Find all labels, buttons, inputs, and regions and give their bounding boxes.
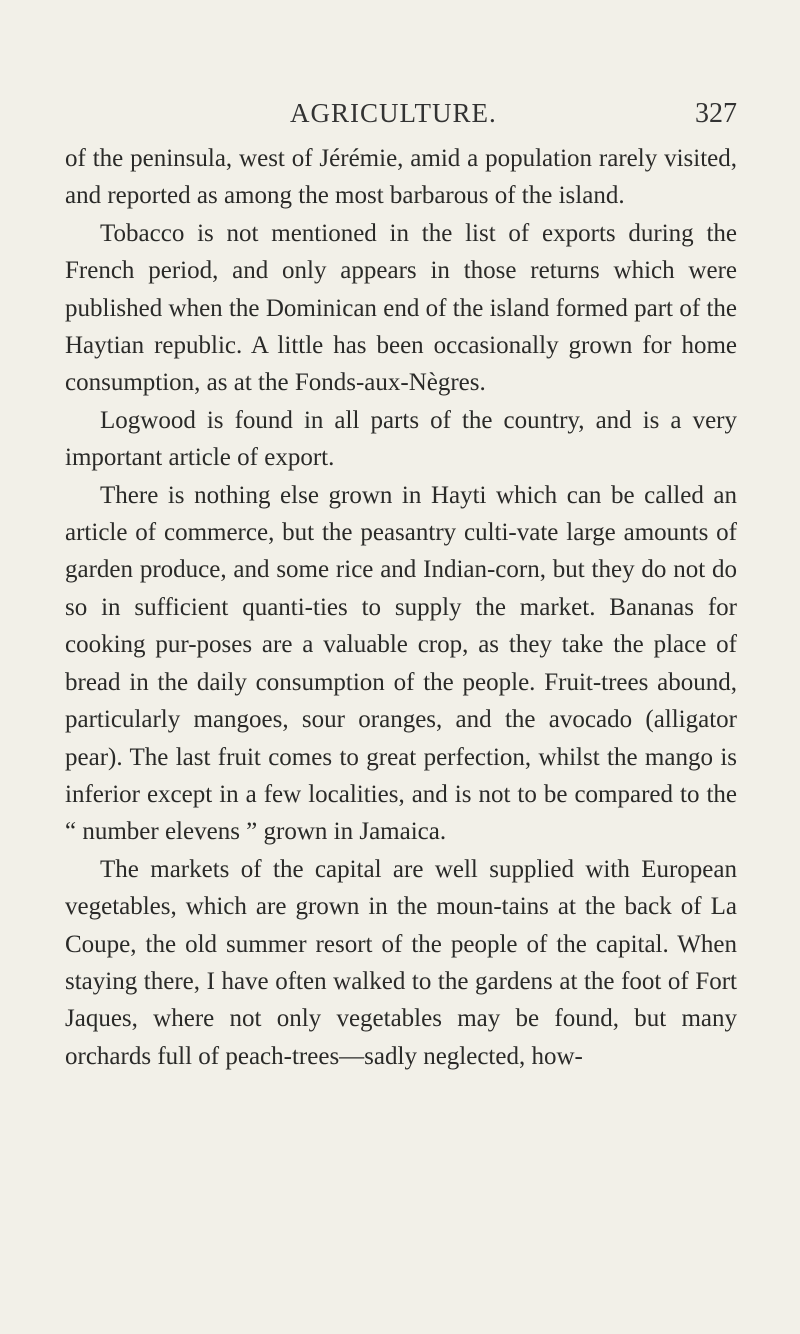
page-number: 327 (695, 98, 737, 129)
paragraph-tobacco: Tobacco is not mentioned in the list of exports during the French period, and only appears in those returns which were published when the Dominican end of the island formed part of the Haytian republic. A little has been occasionally grown for home consumption, as at the Fonds-aux-Nègres. (65, 219, 737, 397)
paragraph-produce: There is nothing else grown in Hayti which can be called an article of commerce, but the peasantry culti-vate large amounts of garden produce, and some rice and Indian-corn, but they do not do so in sufficient quanti-ties to supply the market. Bananas for cooking pur-poses are a valuable crop, as they take the place of bread in the daily consumption of the people. Fruit-trees abound, particularly mangoes, sour oranges, and the avocado (alligator pear). The last fruit comes to great perfection, whilst the mango is inferior except in a few localities, and is not to be compared to the “ number elevens ” grown in Jamaica. (65, 481, 737, 846)
paragraph-continuation: of the peninsula, west of Jérémie, amid a population rarely visited, and reported as among the most barbarous of the island. (65, 145, 737, 210)
paragraph-markets: The markets of the capital are well supplied with European vegetables, which are grown in the moun-tains at the back of La Coupe, the old summer resort of the people of the capital. When staying there, I have often walked to the gardens at the foot of Fort Jaques, where not only vegetables may be found, but many orchards full of peach-trees—sadly neglected, how- (65, 855, 737, 1070)
paragraph-logwood: Logwood is found in all parts of the country, and is a very important article of export. (65, 406, 737, 472)
body-text (65, 140, 737, 1075)
running-head: AGRICULTURE. (290, 98, 497, 128)
